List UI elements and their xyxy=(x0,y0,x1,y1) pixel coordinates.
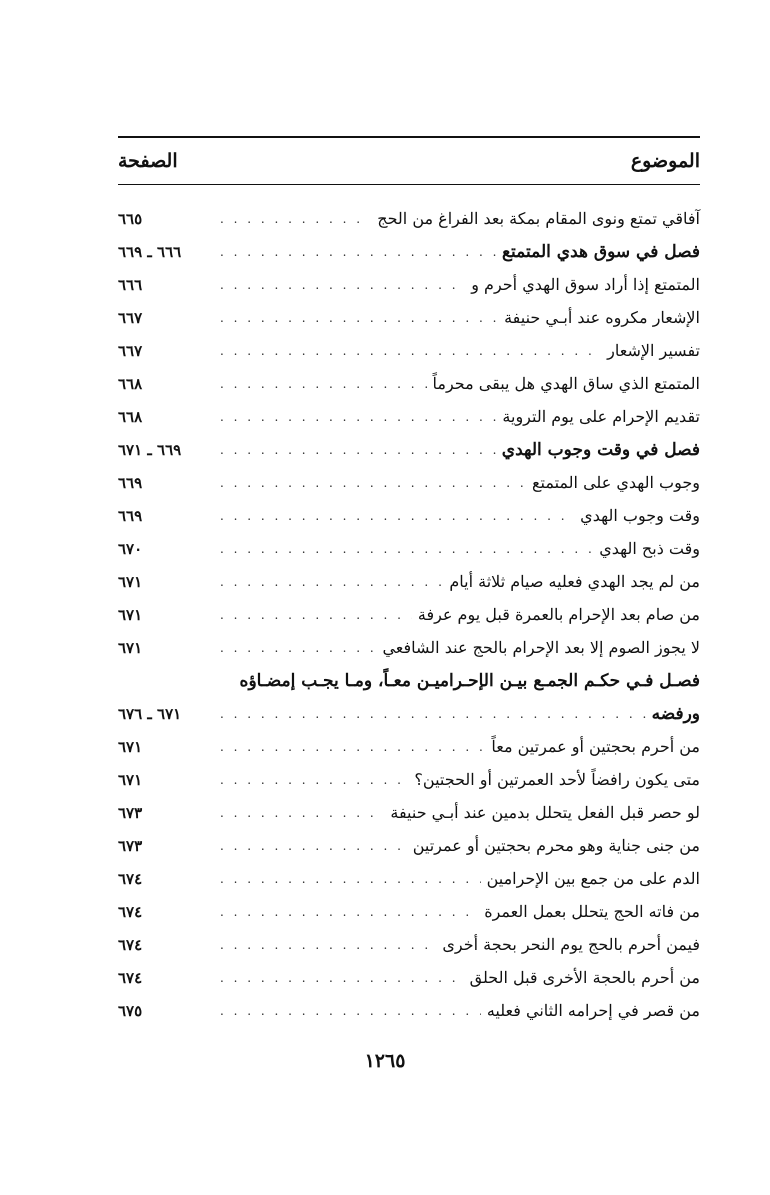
toc-entry-page: ٦٦٦ xyxy=(118,275,143,294)
top-rule xyxy=(118,136,700,138)
toc-entry-title: متى يكون رافضاً لأحد العمرتين أو الحجتين؟ xyxy=(414,770,700,789)
toc-entry-title: لو حصر قبل الفعل يتحلل بدمين عند أبـي حنيفة xyxy=(390,803,700,822)
toc-entry-title: فصل في سوق هدي المتمتع xyxy=(502,241,700,262)
toc-entry-title: من أحرم بحجتين أو عمرتين معاً xyxy=(491,737,700,756)
dot-leader xyxy=(220,905,478,919)
toc-entry-title: فيمن أحرم بالحج يوم النحر بحجة أخرى xyxy=(442,935,700,954)
toc-entry-title: وجوب الهدي على المتمتع xyxy=(532,473,700,492)
toc-entry-title: لا يجوز الصوم إلا بعد الإحرام بالحج عند الشافعي xyxy=(382,638,700,657)
toc-entry xyxy=(118,730,700,763)
toc-entry-page: ٦٦٨ xyxy=(118,374,143,393)
toc-entry-title: من لم يجد الهدي فعليه صيام ثلاثة أيام xyxy=(449,572,700,591)
toc-entry xyxy=(118,301,700,334)
toc-section-entry xyxy=(118,235,700,268)
dot-leader xyxy=(220,773,408,787)
toc-entry-title: تفسير الإشعار xyxy=(607,341,700,360)
toc-entry xyxy=(118,367,700,400)
table-of-contents xyxy=(118,202,700,1027)
dot-leader xyxy=(220,344,601,358)
toc-entry-page: ٦٧٤ xyxy=(118,902,143,921)
toc-entry-page: ٦٧٥ xyxy=(118,1001,143,1020)
dot-leader xyxy=(220,575,443,589)
toc-entry-page: ٦٧٤ xyxy=(118,935,143,954)
toc-entry-page: ٦٦٩ xyxy=(118,473,143,492)
toc-entry-page: ٦٧١ xyxy=(118,737,143,756)
toc-entry-title: من جنى جناية وهو محرم بحجتين أو عمرتين xyxy=(412,836,700,855)
toc-entry-page: ٦٧١ ـ ٦٧٦ xyxy=(118,704,182,723)
dot-leader xyxy=(220,410,496,424)
toc-entry-page: ٦٦٧ xyxy=(118,308,143,327)
toc-entry xyxy=(118,334,700,367)
toc-entry-title: آفاقي تمتع ونوى المقام بمكة بعد الفراغ من الحج xyxy=(377,209,700,228)
toc-entry xyxy=(118,961,700,994)
toc-entry xyxy=(118,763,700,796)
toc-entry-page: ٦٦٧ xyxy=(118,341,143,360)
toc-entry-page: ٦٦٩ xyxy=(118,506,143,525)
toc-entry xyxy=(118,796,700,829)
page-number: ١٢٦٥ xyxy=(364,1050,406,1072)
toc-section-entry xyxy=(118,433,700,466)
dot-leader xyxy=(220,542,593,556)
dot-leader xyxy=(220,245,496,259)
toc-section-entry xyxy=(118,664,700,697)
toc-entry-title: من أحرم بالحجة الأخرى قبل الحلق xyxy=(469,968,700,987)
dot-leader xyxy=(220,740,485,754)
dot-leader xyxy=(220,278,465,292)
toc-entry-title: من فاته الحج يتحلل بعمل العمرة xyxy=(484,902,700,921)
dot-leader xyxy=(220,839,407,853)
dot-leader xyxy=(220,377,427,391)
toc-entry-page: ٦٦٥ xyxy=(118,209,143,228)
toc-entry xyxy=(118,202,700,235)
toc-entry xyxy=(118,466,700,499)
toc-entry-page: ٦٧١ xyxy=(118,638,143,657)
toc-entry-page: ٦٧٤ xyxy=(118,869,143,888)
toc-entry xyxy=(118,631,700,664)
toc-entry xyxy=(118,829,700,862)
toc-entry-title: المتمتع إذا أراد سوق الهدي أحرم و xyxy=(471,275,700,294)
dot-leader xyxy=(220,509,574,523)
toc-entry-title: وقت ذبح الهدي xyxy=(599,539,700,558)
dot-leader xyxy=(220,212,371,226)
toc-entry xyxy=(118,895,700,928)
toc-entry xyxy=(118,862,700,895)
dot-leader xyxy=(220,608,412,622)
toc-entry-title: فصل في وقت وجوب الهدي xyxy=(501,439,700,460)
dot-leader xyxy=(220,806,384,820)
toc-entry xyxy=(118,928,700,961)
toc-entry-title: من صام بعد الإحرام بالعمرة قبل يوم عرفة xyxy=(417,605,700,624)
toc-entry-page: ٦٧٣ xyxy=(118,803,143,822)
toc-entry xyxy=(118,268,700,301)
toc-entry-page: ٦٧١ xyxy=(118,770,143,789)
topic-column-label: الموضوع xyxy=(630,150,700,172)
toc-entry-page: ٦٧٠ xyxy=(118,539,143,558)
dot-leader xyxy=(220,872,481,886)
dot-leader xyxy=(220,707,646,721)
toc-entry-page: ٦٦٦ ـ ٦٦٩ xyxy=(118,242,182,261)
toc-entry-title: فصـل فـي حكـم الجمـع بيـن الإحـراميـن معـاً، ومـا يجـب إمضـاؤه xyxy=(239,670,700,691)
dot-leader xyxy=(220,311,498,325)
toc-entry xyxy=(118,499,700,532)
dot-leader xyxy=(220,641,376,655)
toc-entry-title: تقديم الإحرام على يوم التروية xyxy=(502,407,700,426)
toc-entry-page: ٦٧١ xyxy=(118,605,143,624)
toc-entry-page: ٦٦٨ xyxy=(118,407,143,426)
toc-entry-title: وقت وجوب الهدي xyxy=(580,506,700,525)
toc-entry-page: ٦٦٩ ـ ٦٧١ xyxy=(118,440,182,459)
toc-entry-title: الإشعار مكروه عند أبـي حنيفة xyxy=(504,308,700,327)
dot-leader xyxy=(220,938,436,952)
toc-entry-title: ورفضه xyxy=(651,703,700,724)
toc-section-entry xyxy=(118,697,700,730)
dot-leader xyxy=(220,1004,481,1018)
toc-entry-page: ٦٧١ xyxy=(118,572,143,591)
dot-leader xyxy=(220,476,526,490)
toc-entry-page: ٦٧٤ xyxy=(118,968,143,987)
header-rule xyxy=(118,184,700,185)
toc-header xyxy=(118,146,700,176)
toc-entry xyxy=(118,598,700,631)
toc-entry xyxy=(118,994,700,1027)
toc-entry-title: من قصر في إحرامه الثاني فعليه xyxy=(486,1001,700,1020)
toc-entry-page: ٦٧٣ xyxy=(118,836,143,855)
toc-entry-title: المتمتع الذي ساق الهدي هل يبقى محرماً xyxy=(432,374,700,393)
toc-entry xyxy=(118,532,700,565)
toc-entry-title: الدم على من جمع بين الإحرامين xyxy=(486,869,700,888)
dot-leader xyxy=(220,443,496,457)
toc-entry xyxy=(118,400,700,433)
toc-entry xyxy=(118,565,700,598)
dot-leader xyxy=(220,971,464,985)
page-column-label: الصفحة xyxy=(118,150,178,172)
